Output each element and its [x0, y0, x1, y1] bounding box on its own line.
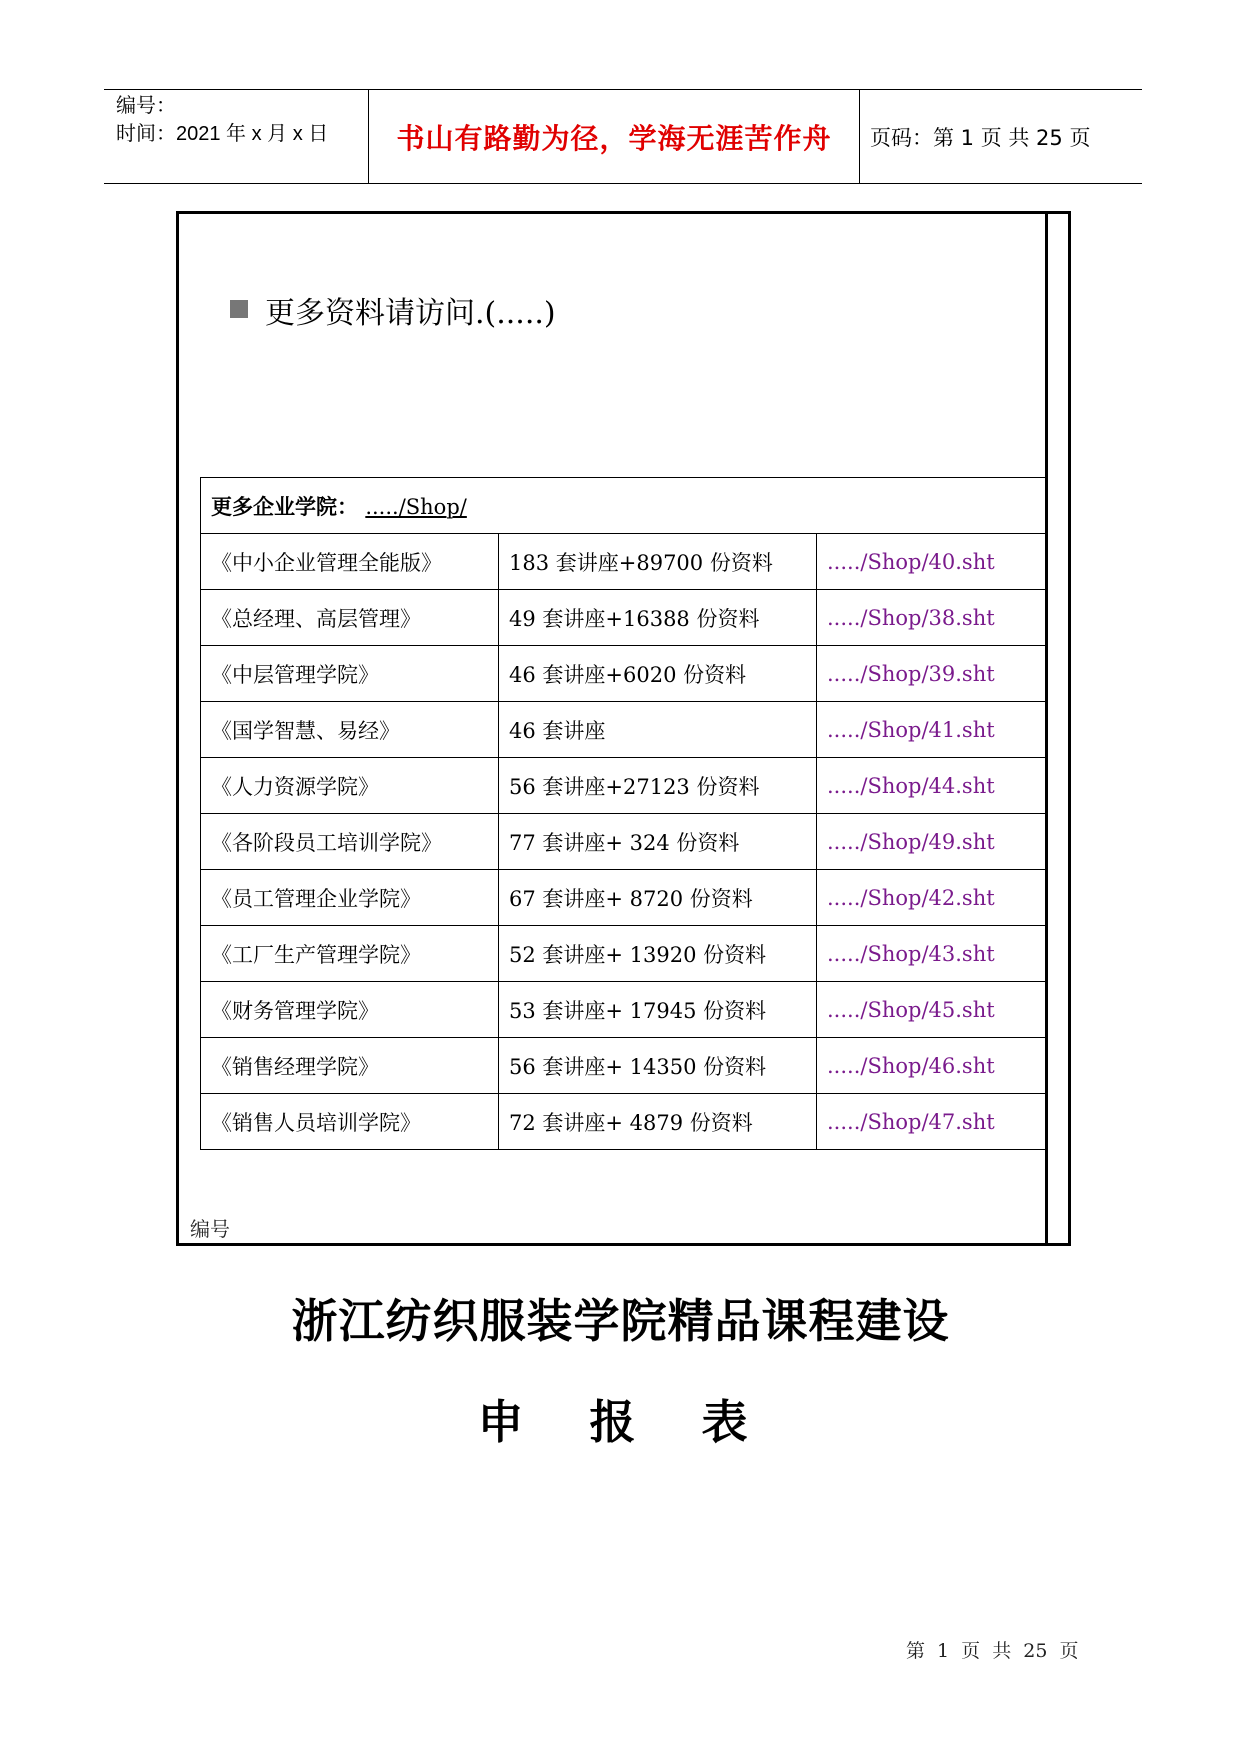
row-name: 《中层管理学院》	[201, 646, 499, 702]
row-description: 49 套讲座+16388 份资料	[499, 590, 817, 646]
row-link[interactable]: ...../Shop/43.sht	[817, 926, 1046, 982]
document-title: 浙江纺织服装学院精品课程建设	[291, 1294, 950, 1348]
table-header-link[interactable]: ...../Shop/	[365, 494, 467, 519]
header-divider-right	[859, 90, 860, 184]
row-name: 《财务管理学院》	[201, 982, 499, 1038]
row-description: 52 套讲座+ 13920 份资料	[499, 926, 817, 982]
header-meta	[116, 92, 328, 148]
row-link[interactable]: ...../Shop/46.sht	[817, 1038, 1046, 1094]
document-subtitle: 申 报 表	[477, 1395, 764, 1449]
square-bullet-icon	[230, 300, 248, 318]
table-row	[201, 814, 1046, 870]
row-link[interactable]: ...../Shop/40.sht	[817, 534, 1046, 590]
table-row	[201, 758, 1046, 814]
visit-text: 更多资料请访问.(.....)	[265, 296, 556, 331]
header-number-label: 编号：	[116, 95, 176, 117]
row-link[interactable]: ...../Shop/41.sht	[817, 702, 1046, 758]
row-description: 67 套讲座+ 8720 份资料	[499, 870, 817, 926]
row-description: 46 套讲座	[499, 702, 817, 758]
table-row	[201, 646, 1046, 702]
row-name: 《销售经理学院》	[201, 1038, 499, 1094]
table-row	[201, 534, 1046, 590]
header-time-label: 时间：2021 年 x 月 x 日	[116, 123, 329, 145]
row-name: 《人力资源学院》	[201, 758, 499, 814]
row-name: 《国学智慧、易经》	[201, 702, 499, 758]
row-description: 183 套讲座+89700 份资料	[499, 534, 817, 590]
table-row	[201, 590, 1046, 646]
header-page-info: 页码：第 1 页 共 25 页	[870, 126, 1091, 150]
row-link[interactable]: ...../Shop/49.sht	[817, 814, 1046, 870]
row-name: 《各阶段员工培训学院》	[201, 814, 499, 870]
table-row	[201, 926, 1046, 982]
footer-page-info: 第 1 页 共 25 页	[906, 1640, 1079, 1662]
row-description: 46 套讲座+6020 份资料	[499, 646, 817, 702]
row-description: 56 套讲座+27123 份资料	[499, 758, 817, 814]
row-name: 《销售人员培训学院》	[201, 1094, 499, 1150]
box-number-label: 编号	[190, 1217, 230, 1241]
table-header-label: 更多企业学院：	[211, 494, 358, 519]
row-link[interactable]: ...../Shop/42.sht	[817, 870, 1046, 926]
table-header-row	[201, 478, 1046, 534]
row-name: 《工厂生产管理学院》	[201, 926, 499, 982]
row-link[interactable]: ...../Shop/47.sht	[817, 1094, 1046, 1150]
header-motto: 书山有路勤为径，学海无涯苦作舟	[396, 122, 832, 155]
table-row	[201, 1094, 1046, 1150]
table-row	[201, 702, 1046, 758]
academy-table	[200, 477, 1046, 1150]
row-description: 72 套讲座+ 4879 份资料	[499, 1094, 817, 1150]
row-description: 53 套讲座+ 17945 份资料	[499, 982, 817, 1038]
row-description: 56 套讲座+ 14350 份资料	[499, 1038, 817, 1094]
row-description: 77 套讲座+ 324 份资料	[499, 814, 817, 870]
row-link[interactable]: ...../Shop/39.sht	[817, 646, 1046, 702]
row-link[interactable]: ...../Shop/44.sht	[817, 758, 1046, 814]
row-name: 《员工管理企业学院》	[201, 870, 499, 926]
row-link[interactable]: ...../Shop/38.sht	[817, 590, 1046, 646]
row-name: 《中小企业管理全能版》	[201, 534, 499, 590]
row-link[interactable]: ...../Shop/45.sht	[817, 982, 1046, 1038]
row-name: 《总经理、高层管理》	[201, 590, 499, 646]
table-row	[201, 1038, 1046, 1094]
table-row	[201, 982, 1046, 1038]
table-row	[201, 870, 1046, 926]
